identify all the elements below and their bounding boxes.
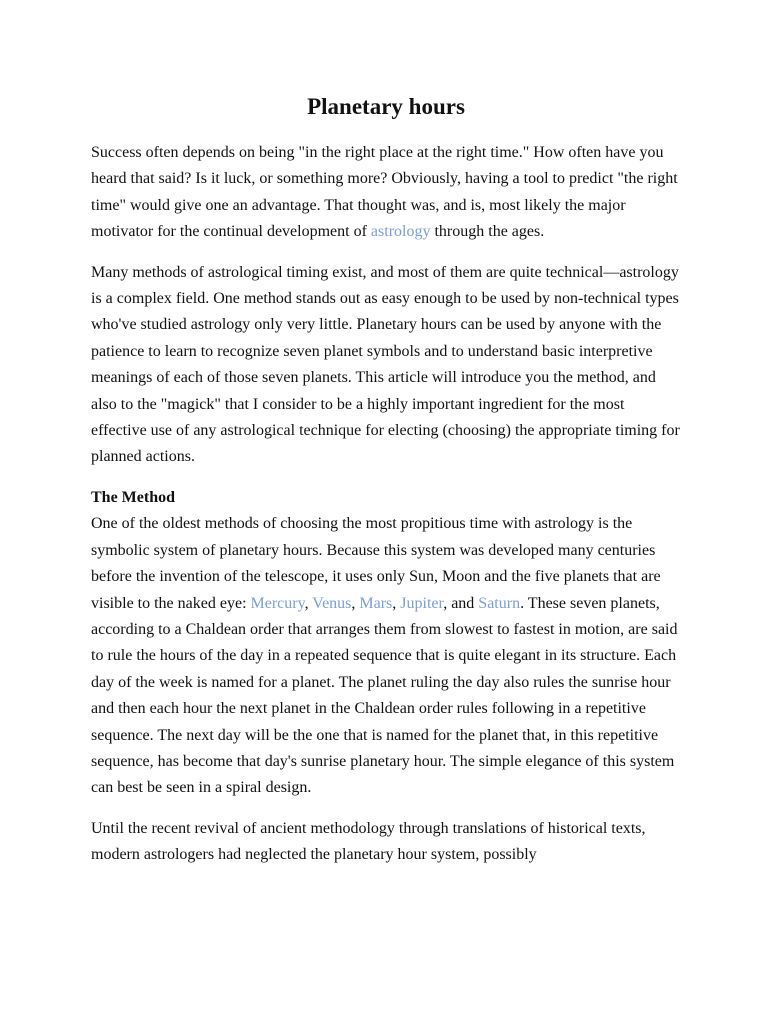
method-text-end: . These seven planets, according to a Chaldean order that arranges them from slowest to fastest in motion, are said to rule the hours of the day in a repeated sequence that is quite elegant in its structure. Each day of the week is named for a planet. The planet ruling the day also rules the sunrise hour and then each hour the next planet in the Chaldean order rules following in a repetitive sequence. The next day will be the one that is named for the planet that, in this repetitive sequence, has become that day's sunrise planetary hour. The simple elegance of this system can best be seen in a spiral design. xyxy=(91,594,678,797)
separator: , xyxy=(351,594,360,612)
timing-paragraph: Many methods of astrological timing exist, and most of them are quite technical—astrology is a complex field. One method stands out as easy enough to be used by non-technical types who've studied astrology only very little. Planetary hours can be used by anyone with the patience to learn to recognize seven planet symbols and to understand basic interpretive meanings of each of those seven planets. This article will introduce you the method, and also to the "magick" that I consider to be a highly important ingredient for the most effective use of any astrological technique for electing (choosing) the appropriate timing for planned actions. xyxy=(91,263,680,466)
intro-text-end: through the ages. xyxy=(430,223,545,241)
venus-link[interactable]: Venus xyxy=(312,594,352,612)
mars-link[interactable]: Mars xyxy=(359,594,393,612)
article xyxy=(91,0,681,869)
astrology-link[interactable]: astrology xyxy=(370,223,431,241)
separator: , xyxy=(392,594,401,612)
jupiter-link[interactable]: Jupiter xyxy=(400,594,444,612)
intro-text: Success often depends on being "in the right place at the right time." How often have you heard that said? Is it luck, or something more? Obviously, having a tool to predict "the right time" would give one an advantage. That thought was, and is, most likely the major motivator for the continual development of xyxy=(91,144,678,241)
method-text: One of the oldest methods of choosing the most propitious time with astrology is the symbolic system of planetary hours. Because this system was developed many centuries before the invention of the telescope, it uses only Sun, Moon and the five planets that are visible to the naked eye: xyxy=(91,515,661,612)
intro-paragraph xyxy=(91,140,681,246)
section-heading-method: The Method xyxy=(91,488,175,506)
revival-paragraph: Until the recent revival of ancient methodology through translations of historical texts, modern astrologers had neglected the planetary hour system, possibly xyxy=(91,819,646,864)
method-paragraph xyxy=(91,511,681,801)
saturn-link[interactable]: Saturn xyxy=(478,594,521,612)
mercury-link[interactable]: Mercury xyxy=(250,594,305,612)
separator: , xyxy=(304,594,313,612)
separator: , and xyxy=(443,594,479,612)
page-title: Planetary hours xyxy=(307,94,465,119)
